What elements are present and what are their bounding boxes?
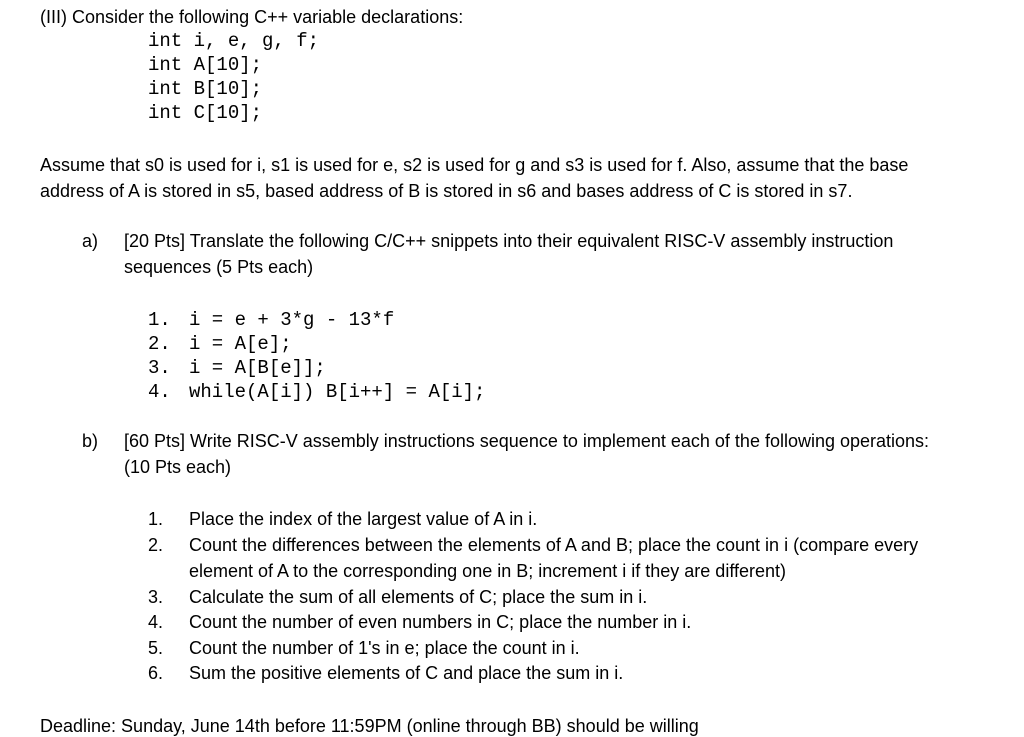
operation-text: Sum the positive elements of C and place the sum in i. [189,663,624,683]
part-b-instruction: [60 Pts] Write RISC-V assembly instructions sequence to implement each of the following operations: [124,431,930,451]
snippet-code: i = e + 3*g - 13*f [189,309,395,331]
operation-text: Count the number of even numbers in C; place the number in i. [189,612,692,632]
snippet-code: i = A[B[e]]; [189,357,326,379]
snippet-number: 2. [148,333,171,355]
snippet-number: 4. [148,381,171,403]
question-header: (III) Consider the following C++ variable declarations: [40,7,464,27]
assumption-line: Assume that s0 is used for i, s1 is used for e, s2 is used for g and s3 is used for f. Also, assume that the base [40,155,909,175]
operation-text: Count the differences between the elements of A and B; place the count in i (compare every [189,535,919,555]
cutoff-footer-text: Deadline: Sunday, June 14th before 11:59PM (online through BB) should be willing [40,716,699,736]
declaration-line: int B[10]; [148,78,263,100]
operation-text: Place the index of the largest value of A in i. [189,509,538,529]
snippet-number: 3. [148,357,171,379]
declaration-line: int C[10]; [148,102,263,124]
operation-number: 6. [148,663,164,683]
part-b-label: b) [82,431,99,451]
declaration-line: int A[10]; [148,54,263,76]
part-a-label: a) [82,231,99,251]
operation-number: 2. [148,535,164,555]
operation-text: Calculate the sum of all elements of C; place the sum in i. [189,587,648,607]
operation-number: 3. [148,587,164,607]
assumption-line: address of A is stored in s5, based address of B is stored in s6 and bases address of C is stored in s7. [40,181,853,201]
snippet-code: while(A[i]) B[i++] = A[i]; [189,381,486,403]
snippet-code: i = A[e]; [189,333,292,355]
operation-text: element of A to the corresponding one in B; increment i if they are different) [189,561,787,581]
part-b-instruction: (10 Pts each) [124,457,232,477]
snippet-number: 1. [148,309,171,331]
operation-number: 4. [148,612,164,632]
cutoff-footer-line [40,708,720,736]
operation-number: 1. [148,509,164,529]
operation-number: 5. [148,638,164,658]
declaration-line: int i, e, g, f; [148,30,320,52]
operation-text: Count the number of 1's in e; place the count in i. [189,638,580,658]
part-a-instruction: sequences (5 Pts each) [124,257,314,277]
part-a-instruction: [20 Pts] Translate the following C/C++ snippets into their equivalent RISC-V assembly instruction [124,231,894,251]
